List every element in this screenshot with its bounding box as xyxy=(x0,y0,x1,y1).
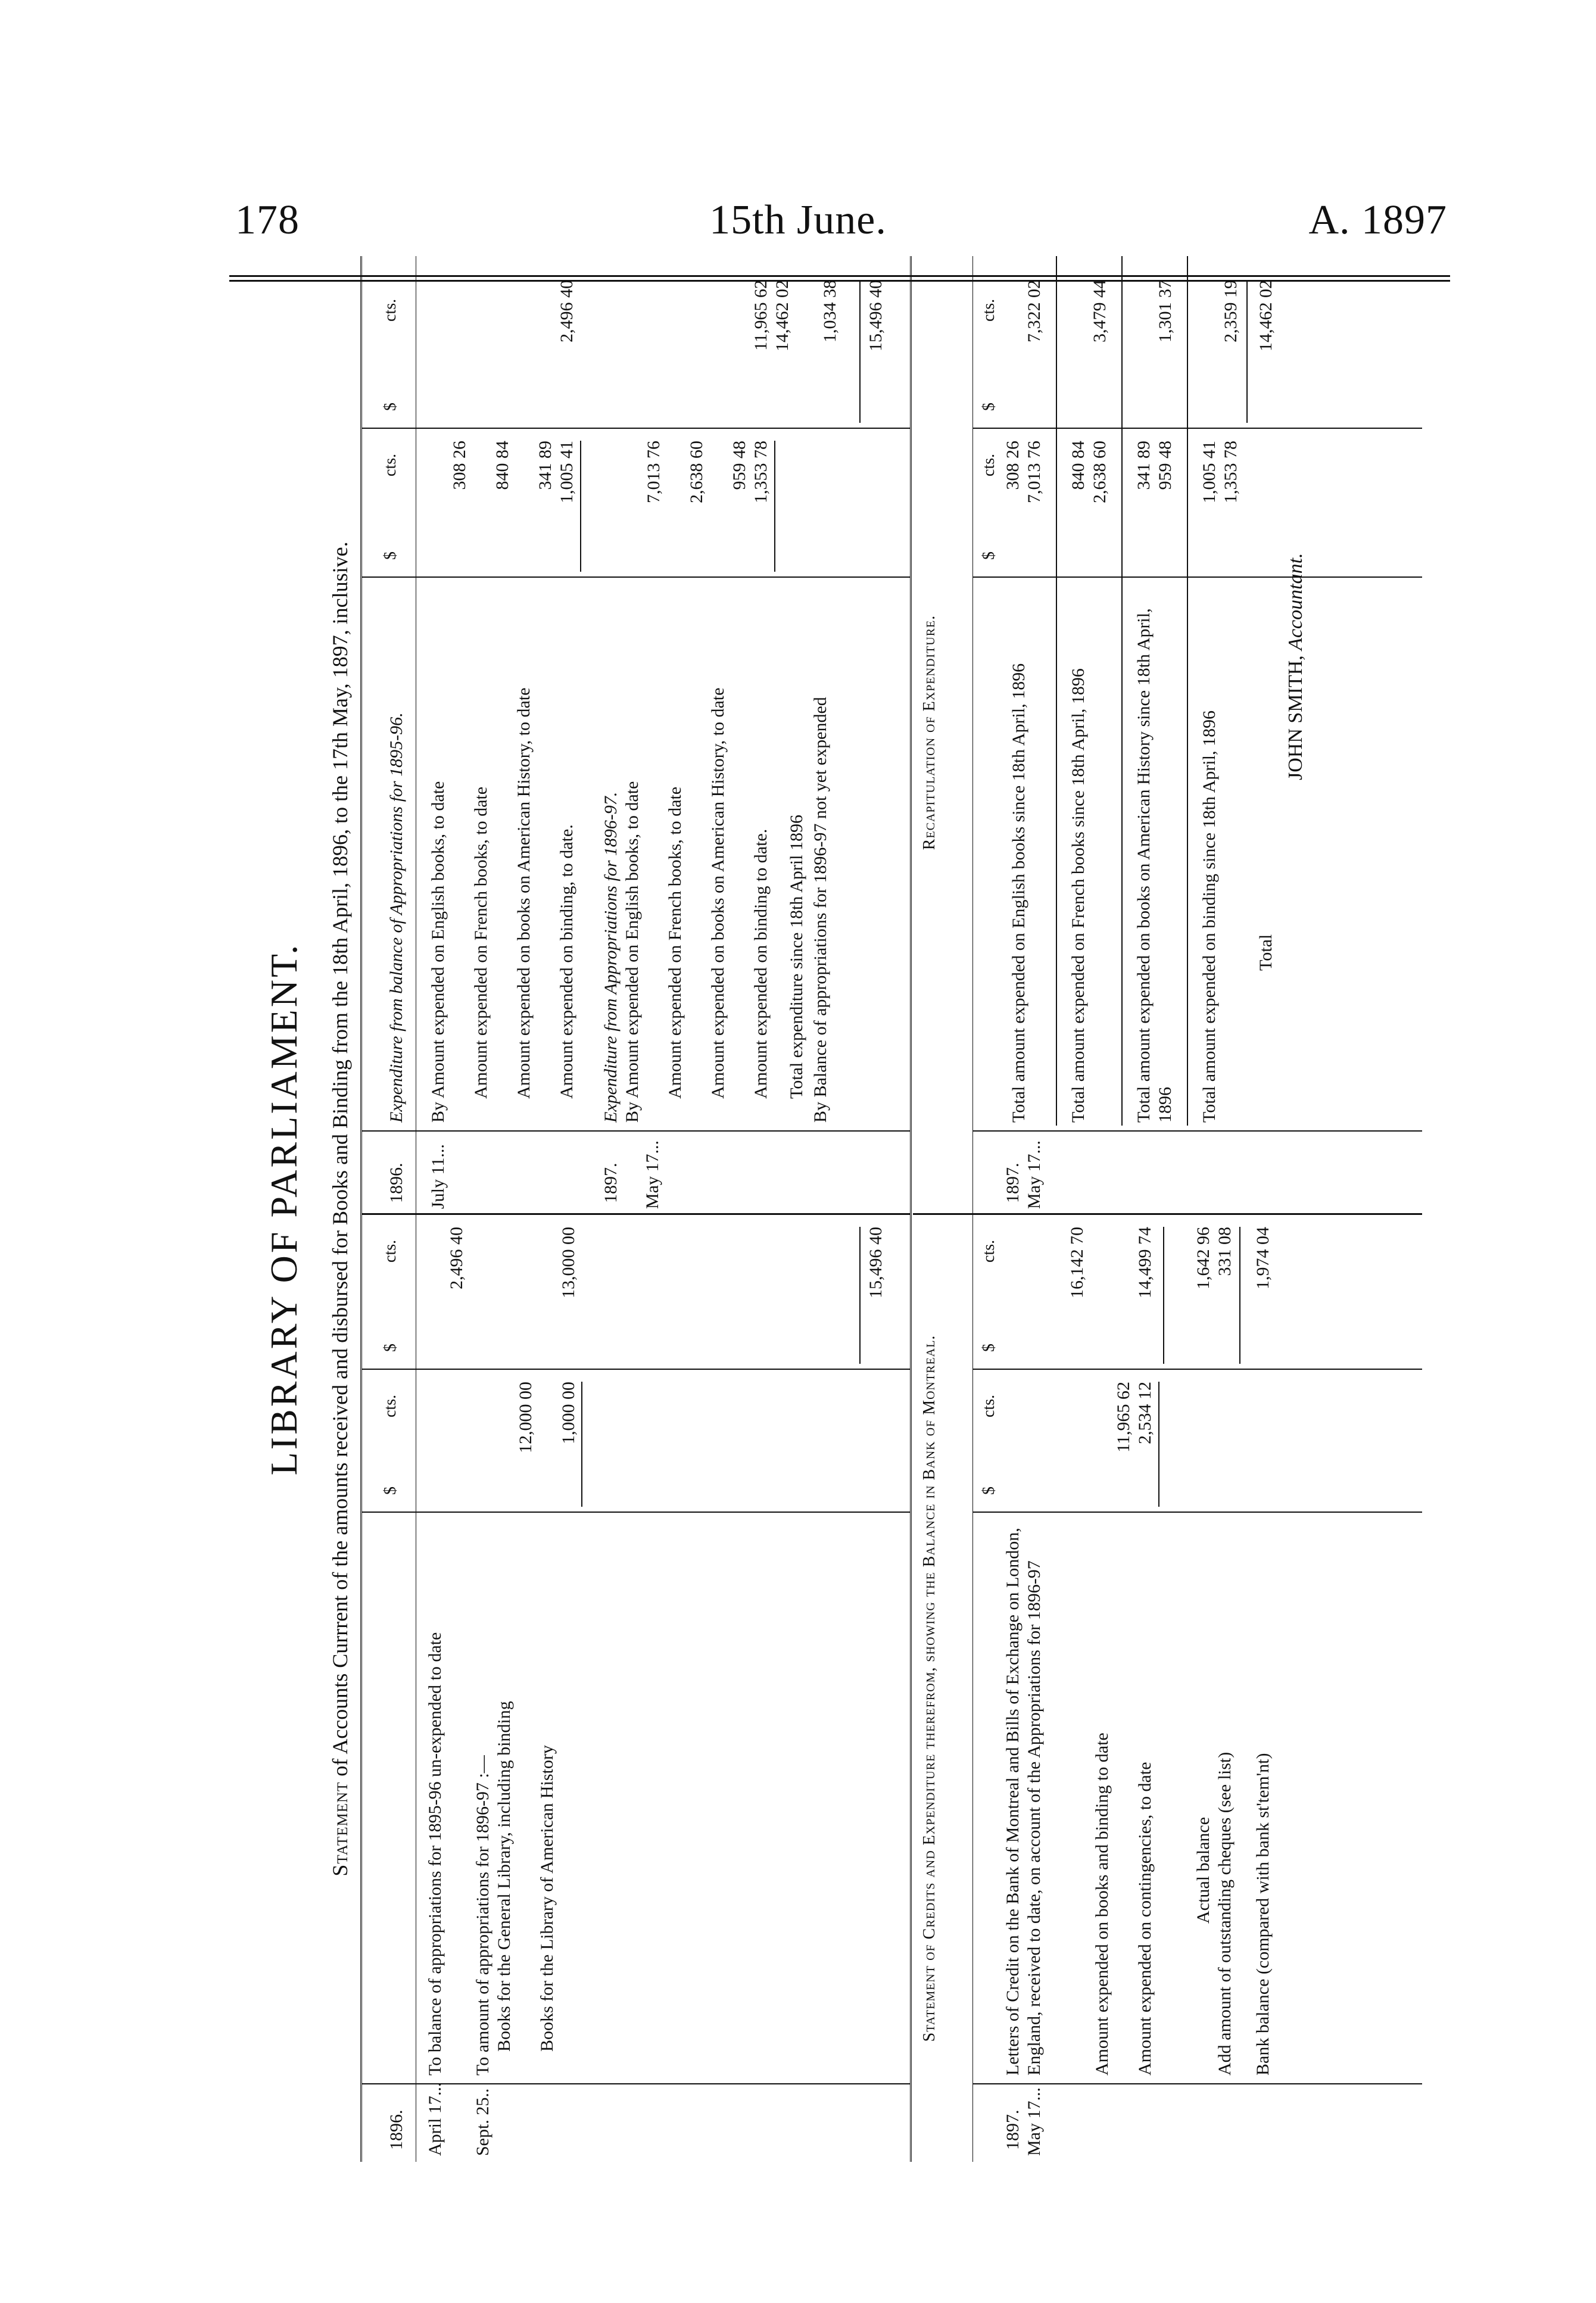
receipt-amount-4: 1,000 00 xyxy=(559,1382,578,1444)
exp1-amount-2: 840 84 xyxy=(492,441,512,490)
receipt-amount-4b: 13,000 00 xyxy=(559,1227,578,1298)
rotated-statement xyxy=(238,256,1429,2162)
page-date: 15th June. xyxy=(709,197,887,243)
currency-cents-3: cts. xyxy=(381,453,400,476)
total-since-amount-b: 14,462 02 xyxy=(772,280,792,351)
expenditure-heading-2: Expenditure from Appropriations for 1896-97. xyxy=(601,791,621,1123)
exp1-amount-4: 1,005 41 xyxy=(557,441,576,503)
recap-amount-1: 7,322 02 xyxy=(1024,280,1044,342)
exp1-amount-1: 308 26 xyxy=(450,441,469,490)
balance-label: By Balance of appropriations for 1896-97 not yet expended xyxy=(811,697,830,1123)
recap-amount-3a: 341 89 xyxy=(1134,441,1154,490)
currency-cents-4: cts. xyxy=(381,298,400,322)
credit-amount-5: 331 08 xyxy=(1215,1227,1235,1276)
exp2-amount-4: 1,353 78 xyxy=(751,441,771,503)
recap-amount-3: 1,301 37 xyxy=(1155,280,1175,342)
receipts-year: 1896. xyxy=(386,2109,406,2150)
credit-amount-3b: 14,499 74 xyxy=(1135,1227,1155,1298)
receipt-amount-1: 2,496 40 xyxy=(447,1227,466,1289)
recap-text-2: Total amount expended on French books since 18th April, 1896 xyxy=(1068,668,1088,1123)
receipt-text-2: To amount of appropriations for 1896-97 :— xyxy=(473,1755,492,2075)
receipt-text-1: To balance of appropriations for 1895-96 un-expended to date xyxy=(425,1632,445,2075)
recap-year: 1897. xyxy=(1003,1163,1023,1203)
recap-amount-4: 2,359 19 xyxy=(1221,280,1240,342)
exp1-subtotal: 2,496 40 xyxy=(557,280,576,342)
receipt-text-4: Books for the Library of American History xyxy=(537,1745,557,2052)
receipt-text-3: Books for the General Library, including binding xyxy=(494,1701,514,2052)
recap-text-4: Total amount expended on binding since 18th April, 1896 xyxy=(1199,710,1219,1123)
credit-amount-1: 16,142 70 xyxy=(1067,1227,1087,1298)
credits-year: 1897. xyxy=(1003,2109,1023,2150)
recap-text-1: Total amount expended on English books since 18th April, 1896 xyxy=(1009,663,1028,1123)
expenditure-date-1: July 11... xyxy=(428,1144,448,1209)
currency-cents-1: cts. xyxy=(381,1394,400,1417)
credit-text-6: Bank balance (compared with bank st'tem'nt) xyxy=(1253,1753,1273,2075)
currency-dollar-2: $ xyxy=(381,1344,400,1352)
recap-amount-1a: 308 26 xyxy=(1003,441,1023,490)
document-title: LIBRARY OF PARLIAMENT. xyxy=(263,942,305,1476)
signature xyxy=(1285,553,1307,780)
exp2-text-1: By Amount expended on English books, to date xyxy=(622,781,642,1123)
exp2-amount-2: 2,638 60 xyxy=(687,441,706,503)
currency-dollar-4: $ xyxy=(381,403,400,411)
credit-amount-3: 2,534 12 xyxy=(1135,1382,1155,1444)
credits-and-recap: Statement of Credits and Expenditure therefrom, showing the Balance in Bank of Montreal. Recapitulation of Expenditure. $ cts. $ cts. $ cts. $ cts. 1897. May 17... Letters of Credit on the Bank of Montreal and Bills of Exchange on London, England, received to date, on account of the Appropriations for 1896-97 16,142 70 Amount expended on books and binding to date 11,965 62 Amount expended on contingencies, to date 2,534 12 14,499 74 Actual balance 1,642 96 Add amount of outstanding cheques (see list) 331 08 Bank balance (compared with bank st'tem'nt) 1,974 04 1897. May 17... Total amount expended on English books since 18th April, 1896 308 26 7,013 76 7,322 02 Total amount expended on French books since 18th April, 1896 840 84 2,638 60 3,479 44 Total amount expended on books on American History since 18th April, 1896 341 89 959 48 1,301 37 Total amount expended on binding since 18th April, 1896 1,005 41 1,353 78 2,359 19 Total 14,462 02 JOHN SMITH, Accountant. xyxy=(913,256,1422,2162)
expenditure-date-2: May 17... xyxy=(643,1140,662,1209)
receipt-date-2: Sept. 25.. xyxy=(473,2088,492,2156)
recap-amount-2: 3,479 44 xyxy=(1090,280,1109,342)
recap-date: May 17... xyxy=(1024,1140,1044,1209)
exp1-text-2: Amount expended on French books, to date xyxy=(471,786,491,1099)
expenditure-year-1: 1896. xyxy=(386,1163,406,1203)
credits-title: Statement of Credits and Expenditure therefrom, showing the Balance in Bank of Montreal. xyxy=(920,1335,939,2042)
expenditure-heading-1: Expenditure from balance of Appropriations for 1895-96. xyxy=(386,712,406,1123)
exp2-text-2: Amount expended on French books, to date xyxy=(665,786,685,1099)
subtitle-text: of Accounts Currrent of the amounts received and disbursed for Books and Binding from the 18th April, 1896, to the 17th May, 1897, inclusive. xyxy=(328,541,352,1777)
credits-date: May 17... xyxy=(1024,2087,1044,2156)
recap-total-label: Total xyxy=(1256,934,1276,971)
exp2-text-4: Amount expended on binding to date. xyxy=(751,828,771,1099)
exp1-amount-3: 341 89 xyxy=(535,441,555,490)
exp1-text-4: Amount expended on binding, to date. xyxy=(557,824,576,1099)
currency-dollar-1: $ xyxy=(381,1486,400,1495)
expenditure-year-2: 1897. xyxy=(601,1163,621,1203)
receipt-amount-3: 12,000 00 xyxy=(516,1382,535,1453)
receipt-date-1: April 17... xyxy=(425,2082,445,2156)
total-since-label: Total expenditure since 18th April 1896 xyxy=(787,815,806,1099)
balance-amount: 1,034 38 xyxy=(820,280,840,342)
exp2-amount-3: 959 48 xyxy=(730,441,749,490)
recap-amount-4a: 1,005 41 xyxy=(1199,441,1219,503)
recap-amount-1b: 7,013 76 xyxy=(1024,441,1044,503)
currency-dollar-3: $ xyxy=(381,551,400,560)
exp1-text-1: By Amount expended on English books, to date xyxy=(428,781,448,1123)
accounts-current xyxy=(362,256,910,2162)
page-year: A. 1897 xyxy=(1308,197,1447,243)
receipts-total: 15,496 40 xyxy=(866,1227,886,1298)
recap-amount-4b: 1,353 78 xyxy=(1221,441,1240,503)
recap-amount-2a: 840 84 xyxy=(1068,441,1088,490)
credit-amount-2: 11,965 62 xyxy=(1114,1382,1133,1453)
exp1-text-3: Amount expended on books on American History, to date xyxy=(514,687,534,1099)
exp2-amount-1: 7,013 76 xyxy=(644,441,663,503)
credit-text-3: Amount expended on contingencies, to date xyxy=(1135,1762,1155,2075)
recap-total: 14,462 02 xyxy=(1256,280,1276,351)
page-number: 178 xyxy=(235,197,300,243)
recap-amount-2b: 2,638 60 xyxy=(1090,441,1109,503)
currency-cents-2: cts. xyxy=(381,1239,400,1263)
credit-text-2: Amount expended on books and binding to date xyxy=(1092,1732,1112,2075)
account-table xyxy=(360,256,1422,2162)
credit-text-1: Letters of Credit on the Bank of Montreal and Bills of Exchange on London, England, received to date, on account of the Appropriations for 1896-97 xyxy=(1003,1528,1044,2075)
credit-amount-4: 1,642 96 xyxy=(1193,1227,1213,1289)
document-subtitle xyxy=(328,256,353,2162)
recap-amount-3b: 959 48 xyxy=(1155,441,1175,490)
credit-text-5: Add amount of outstanding cheques (see list) xyxy=(1215,1752,1235,2075)
credit-amount-6: 1,974 04 xyxy=(1253,1227,1273,1289)
signature-name: JOHN SMITH, xyxy=(1285,655,1307,780)
recap-title: Recapitulation of Expenditure. xyxy=(920,615,939,850)
exp2-text-3: Amount expended on books on American History, to date xyxy=(708,687,728,1099)
recap-text-3: Total amount expended on books on American History since 18th April, 1896 xyxy=(1134,608,1175,1123)
total-since-amount-a: 11,965 62 xyxy=(751,280,771,351)
signature-title: Accountant. xyxy=(1285,553,1307,650)
subtitle-lead: Statement xyxy=(328,1781,352,1877)
credit-text-4: Actual balance xyxy=(1193,1816,1213,1924)
expenditure-total: 15,496 40 xyxy=(866,280,886,351)
